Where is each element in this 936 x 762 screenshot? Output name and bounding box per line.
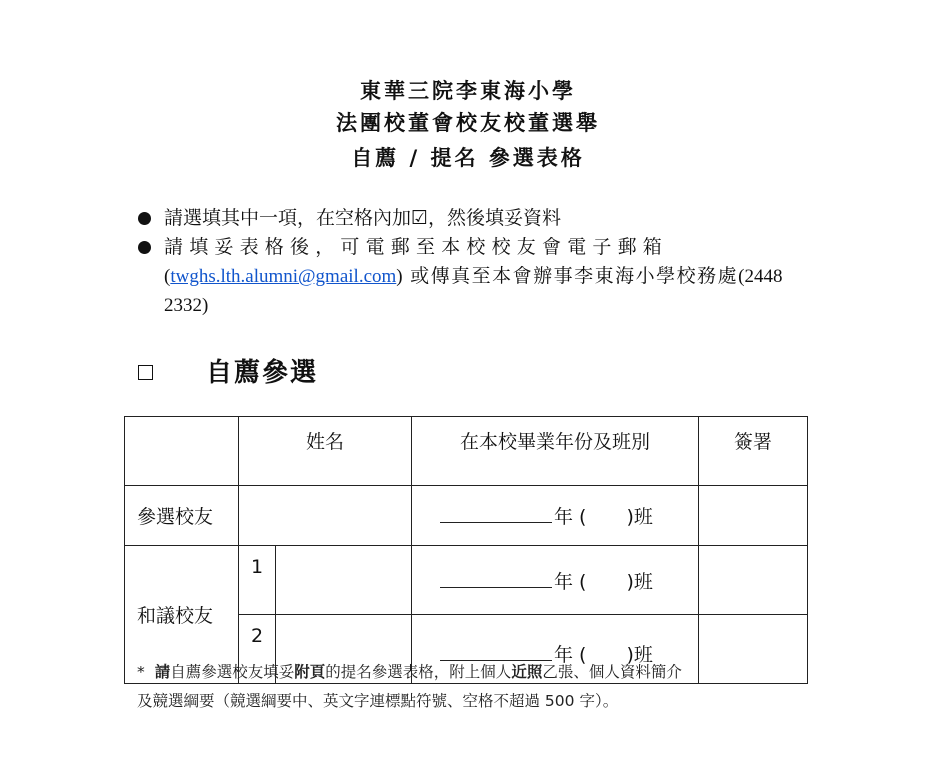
form-title: 自薦 / 提名 參選表格 [351,146,585,170]
instruction-text-2-middle: 或傳真至本會辦事李東海小學校務處 [402,265,739,287]
email-close-paren: ) [396,266,403,287]
table-header-row [125,417,808,486]
header-name: 姓名 [239,417,412,486]
year-suffix: 年 ( [554,643,587,666]
year-suffix: 年 ( [554,570,587,593]
header-empty [125,417,239,486]
seconder-1-name-field[interactable] [276,546,412,615]
footnote-line-2: 及競選綱要（競選綱要中、英文字連標點符號、空格不超過 500 字）。 [137,692,619,710]
election-title: 法團校董會校友校董選舉 [336,111,600,135]
bullet-icon [138,212,151,225]
seconder-1-year-class-field[interactable] [412,546,699,615]
seconder-1-signature-field[interactable] [699,546,808,615]
school-name: 東華三院李東海小學 [360,79,576,103]
class-suffix: )班 [626,506,653,528]
footnote-text-2: 的提名參選表格，附上個人 [325,663,512,681]
instruction-text-1: 請選填其中一項，在空格內加☑，然後填妥資料 [164,207,562,229]
nomination-table [124,416,808,684]
footnote-bold-2: 附頁 [294,663,326,681]
class-suffix: )班 [626,643,653,666]
footnote-text-1: 自薦參選校友填妥 [170,663,295,681]
header-graduation-year-class: 在本校畢業年份及班別 [412,417,699,486]
candidate-label: 參選校友 [125,486,239,546]
year-suffix: 年 ( [554,506,587,528]
self-nomination-option [138,352,318,389]
bullet-icon [138,241,151,254]
empty-checkbox-icon[interactable] [138,365,153,380]
email-open-paren: ( [164,266,171,287]
table-row [125,486,808,546]
alumni-email-link[interactable]: twghs.lth.alumni@gmail.com [170,266,397,287]
table-row [125,546,808,615]
footnote-star: * [137,663,145,681]
instruction-item-1 [138,204,806,233]
seconder-label: 和議校友 [125,546,239,684]
footnote-bold-3: 近照 [511,663,543,681]
footnote [137,658,797,716]
footnote-line-1 [137,658,797,687]
instructions-list [138,204,806,320]
self-nomination-heading: 自薦參選 [206,358,319,388]
header-signature: 簽署 [699,417,808,486]
instruction-item-2 [138,233,806,320]
year-blank[interactable] [440,569,552,588]
candidate-name-field[interactable] [239,486,412,546]
year-blank[interactable] [440,504,552,523]
candidate-year-class-field[interactable] [412,486,699,546]
footnote-bold-1: 請 [154,663,171,681]
candidate-signature-field[interactable] [699,486,808,546]
seconder-index-1: 1 [239,546,276,615]
instruction-text-2-prefix: 請填妥表格後，可電郵至本校校友會電子郵箱 [164,236,669,258]
seconder-index-2: 2 [239,615,276,684]
class-suffix: )班 [626,570,653,593]
footnote-text-3: 乙張、個人資料簡介 [542,663,682,681]
fax-number: (2448 2332) [164,266,783,316]
